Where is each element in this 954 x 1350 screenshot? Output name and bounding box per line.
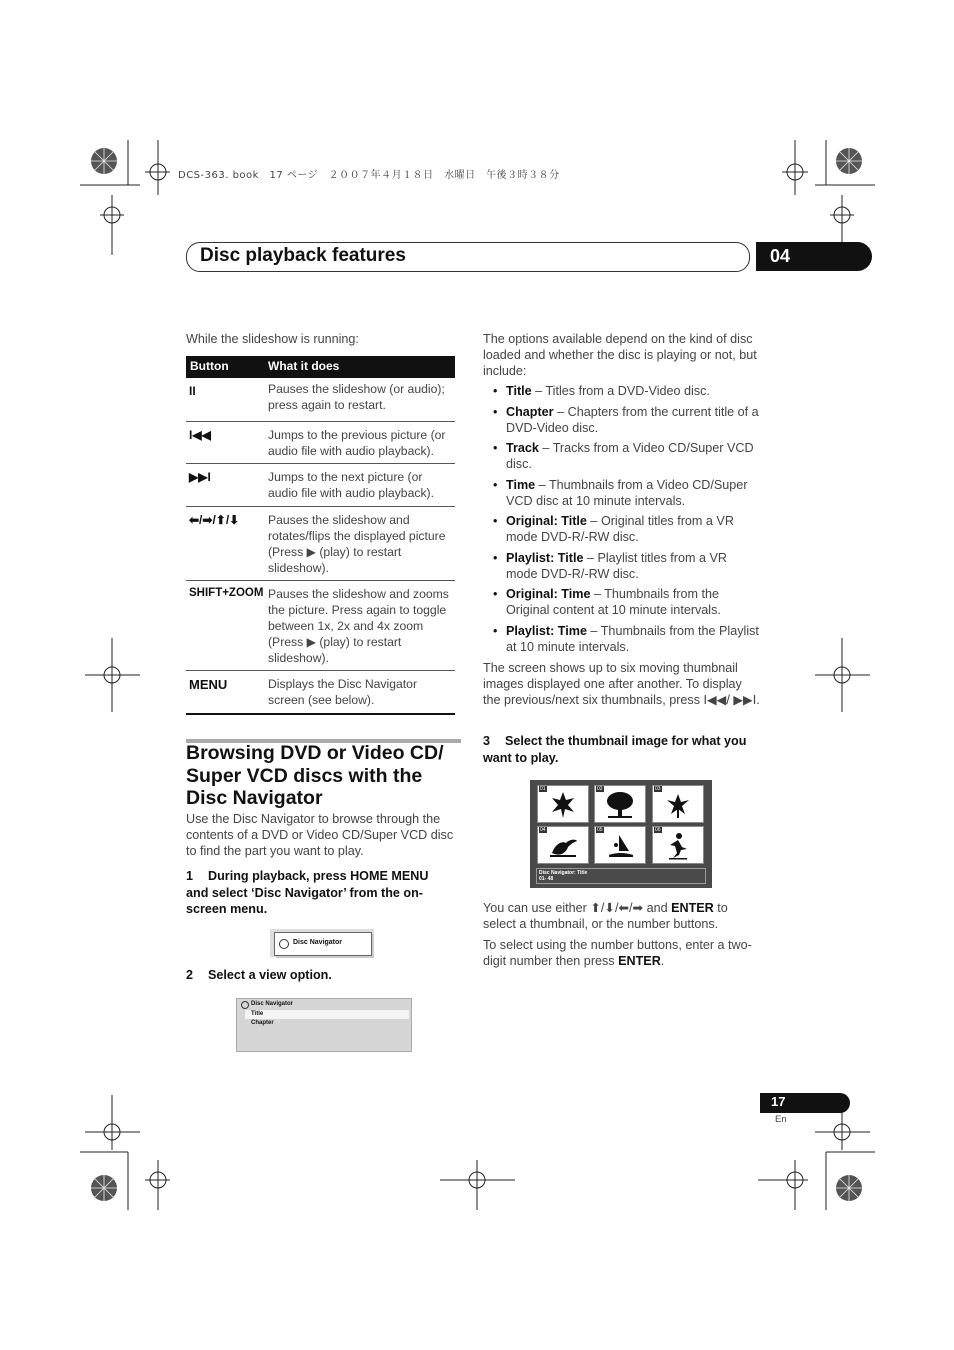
list-item	[483, 383, 761, 399]
number-instructions	[483, 937, 761, 969]
row-desc: Pauses the slideshow and zooms the picture. Press again to toggle between 1x, 2x and 4x zoom (Press ▶ (play) to restart slideshow).	[268, 587, 449, 665]
lily-icon	[663, 790, 693, 820]
thumb-number: 01	[540, 786, 546, 792]
list-item	[483, 550, 761, 582]
section-heading: Browsing DVD or Video CD/ Super VCD discs with the Disc Navigator	[186, 742, 444, 809]
thumb-number: 02	[597, 786, 603, 792]
thumbnail-05	[594, 826, 646, 864]
page-number: 17	[771, 1094, 786, 1109]
list-item	[483, 623, 761, 655]
thumbnail-screen	[530, 780, 712, 888]
thumbnail-04	[537, 826, 589, 864]
thumbnail-screen-text: The screen shows up to six moving thumbnail images displayed one after another. To display the previous/next six thumbnails, press I◀◀/ ▶▶I.	[483, 661, 760, 707]
option-desc: – Chapters from the current title of a DVD-Video disc.	[506, 404, 759, 435]
disc-navigator-menu-item	[274, 932, 372, 956]
arrow-buttons-label: ⬅/➡/⬆/⬇	[189, 513, 240, 527]
option-chapter: Chapter	[251, 1020, 274, 1026]
leaf-icon	[548, 790, 578, 820]
chapter-number: 04	[770, 246, 791, 266]
table-row	[186, 378, 455, 422]
thumbnail-03	[652, 785, 704, 823]
screen-title: Disc Navigator	[251, 1001, 294, 1007]
thumbnail-01	[537, 785, 589, 823]
table-row	[186, 464, 455, 507]
number-text: To select using the number buttons, enter a two-digit number then press	[483, 938, 752, 968]
tree-icon	[605, 790, 635, 820]
option-term: Original: Time	[506, 587, 591, 601]
row-desc: Pauses the slideshow (or audio); press again to restart.	[268, 382, 445, 412]
disc-icon	[241, 1001, 249, 1009]
shift-zoom-label: SHIFT+ZOOM	[189, 587, 264, 599]
page-title: Disc playback features	[200, 245, 406, 266]
table-row	[186, 581, 455, 671]
option-term: Playlist: Title	[506, 550, 584, 565]
options-intro: The options available depend on the kind of disc loaded and whether the disc is playing or not, but include:	[483, 332, 757, 378]
toucan-icon	[548, 831, 578, 861]
option-title: Title	[251, 1011, 264, 1017]
option-desc: – Original titles from a VR mode DVD-R/-RW disc.	[506, 514, 734, 544]
highlight-bar	[245, 1010, 409, 1019]
option-desc: – Thumbnails from the Original content at 10 minute intervals.	[506, 587, 721, 617]
step-3-text: Select the thumbnail image for what you want to play.	[483, 734, 747, 765]
number-text: .	[660, 954, 665, 968]
option-desc: – Thumbnails from the Playlist at 10 minute intervals.	[506, 623, 759, 654]
step-3-number: 3	[483, 734, 491, 748]
print-slug: DCS-363. book 17 ページ ２００７年４月１８日 水曜日 午後３時３８分	[178, 170, 560, 181]
row-desc: Pauses the slideshow and rotates/flips the displayed picture (Press ▶ (play) to restart slideshow).	[268, 513, 446, 575]
option-desc: – Titles from a DVD-Video disc.	[531, 384, 710, 398]
disc-navigator-label: Disc Navigator	[293, 939, 343, 946]
step-2-number: 2	[186, 968, 194, 982]
option-term: Track	[506, 441, 539, 455]
select-text: to select a thumbnail, or the number buttons.	[483, 901, 728, 931]
select-instructions	[483, 900, 761, 932]
option-term: Time	[506, 477, 536, 492]
step-2-text: Select a view option.	[208, 968, 332, 982]
row-desc: Jumps to the previous picture (or audio file with audio playback).	[268, 428, 446, 458]
next-button-label: ▶▶I	[189, 470, 211, 484]
option-term: Original: Title	[506, 514, 587, 528]
list-item	[483, 586, 761, 618]
thumb-number: 04	[540, 827, 546, 833]
thumbnail-info-bar	[536, 868, 706, 884]
list-item	[483, 477, 761, 509]
thumb-number: 05	[597, 827, 603, 833]
windsurfer-icon	[605, 831, 635, 861]
select-text: You can use either ⬆/⬇/⬅/➡ and	[483, 901, 672, 915]
menu-label: MENU	[189, 677, 228, 692]
option-term: Title	[506, 384, 532, 398]
list-item	[483, 513, 761, 545]
thumb-bar-title: Disc Navigator: Title	[539, 870, 588, 876]
table-header	[186, 356, 455, 378]
slideshow-controls-table	[186, 356, 455, 715]
slideshow-intro: While the slideshow is running:	[186, 332, 359, 346]
skater-icon	[663, 831, 693, 861]
row-desc: Displays the Disc Navigator screen (see below).	[268, 677, 418, 707]
header-button: Button	[190, 359, 229, 373]
pause-button-label: II	[189, 384, 196, 398]
prev-button-label: I◀◀	[189, 428, 211, 442]
language-code: En	[775, 1114, 787, 1125]
thumb-bar-range: 01- 48	[539, 876, 554, 882]
option-term: Chapter	[506, 404, 554, 419]
table-row	[186, 671, 455, 715]
disc-icon	[279, 939, 289, 949]
step-1-number: 1	[186, 869, 194, 883]
option-term: Playlist: Time	[506, 623, 587, 638]
option-desc: – Playlist titles from a VR mode DVD-R/-RW disc.	[506, 550, 727, 581]
option-desc: – Thumbnails from a Video CD/Super VCD disc at 10 minute intervals.	[506, 477, 748, 508]
row-desc: Jumps to the next picture (or audio file with audio playback).	[268, 470, 434, 500]
view-option-screen	[236, 998, 412, 1052]
thumbnail-02	[594, 785, 646, 823]
enter-key: ENTER	[671, 901, 714, 915]
list-item	[483, 440, 761, 472]
view-options-list	[483, 383, 761, 659]
section-body: Use the Disc Navigator to browse through the contents of a DVD or Video CD/Super VCD disc to find the part you want to play.	[186, 812, 454, 858]
option-desc: – Tracks from a Video CD/Super VCD disc.	[506, 441, 754, 471]
list-item	[483, 404, 761, 436]
thumb-number: 03	[655, 786, 661, 792]
enter-key: ENTER	[618, 954, 661, 968]
header-what-it-does: What it does	[268, 359, 340, 373]
step-1-text: During playback, press HOME MENU and select ‘Disc Navigator’ from the on-screen menu.	[186, 869, 429, 916]
thumb-number: 06	[655, 827, 661, 833]
thumbnail-06	[652, 826, 704, 864]
table-row	[186, 422, 455, 464]
table-row	[186, 507, 455, 581]
